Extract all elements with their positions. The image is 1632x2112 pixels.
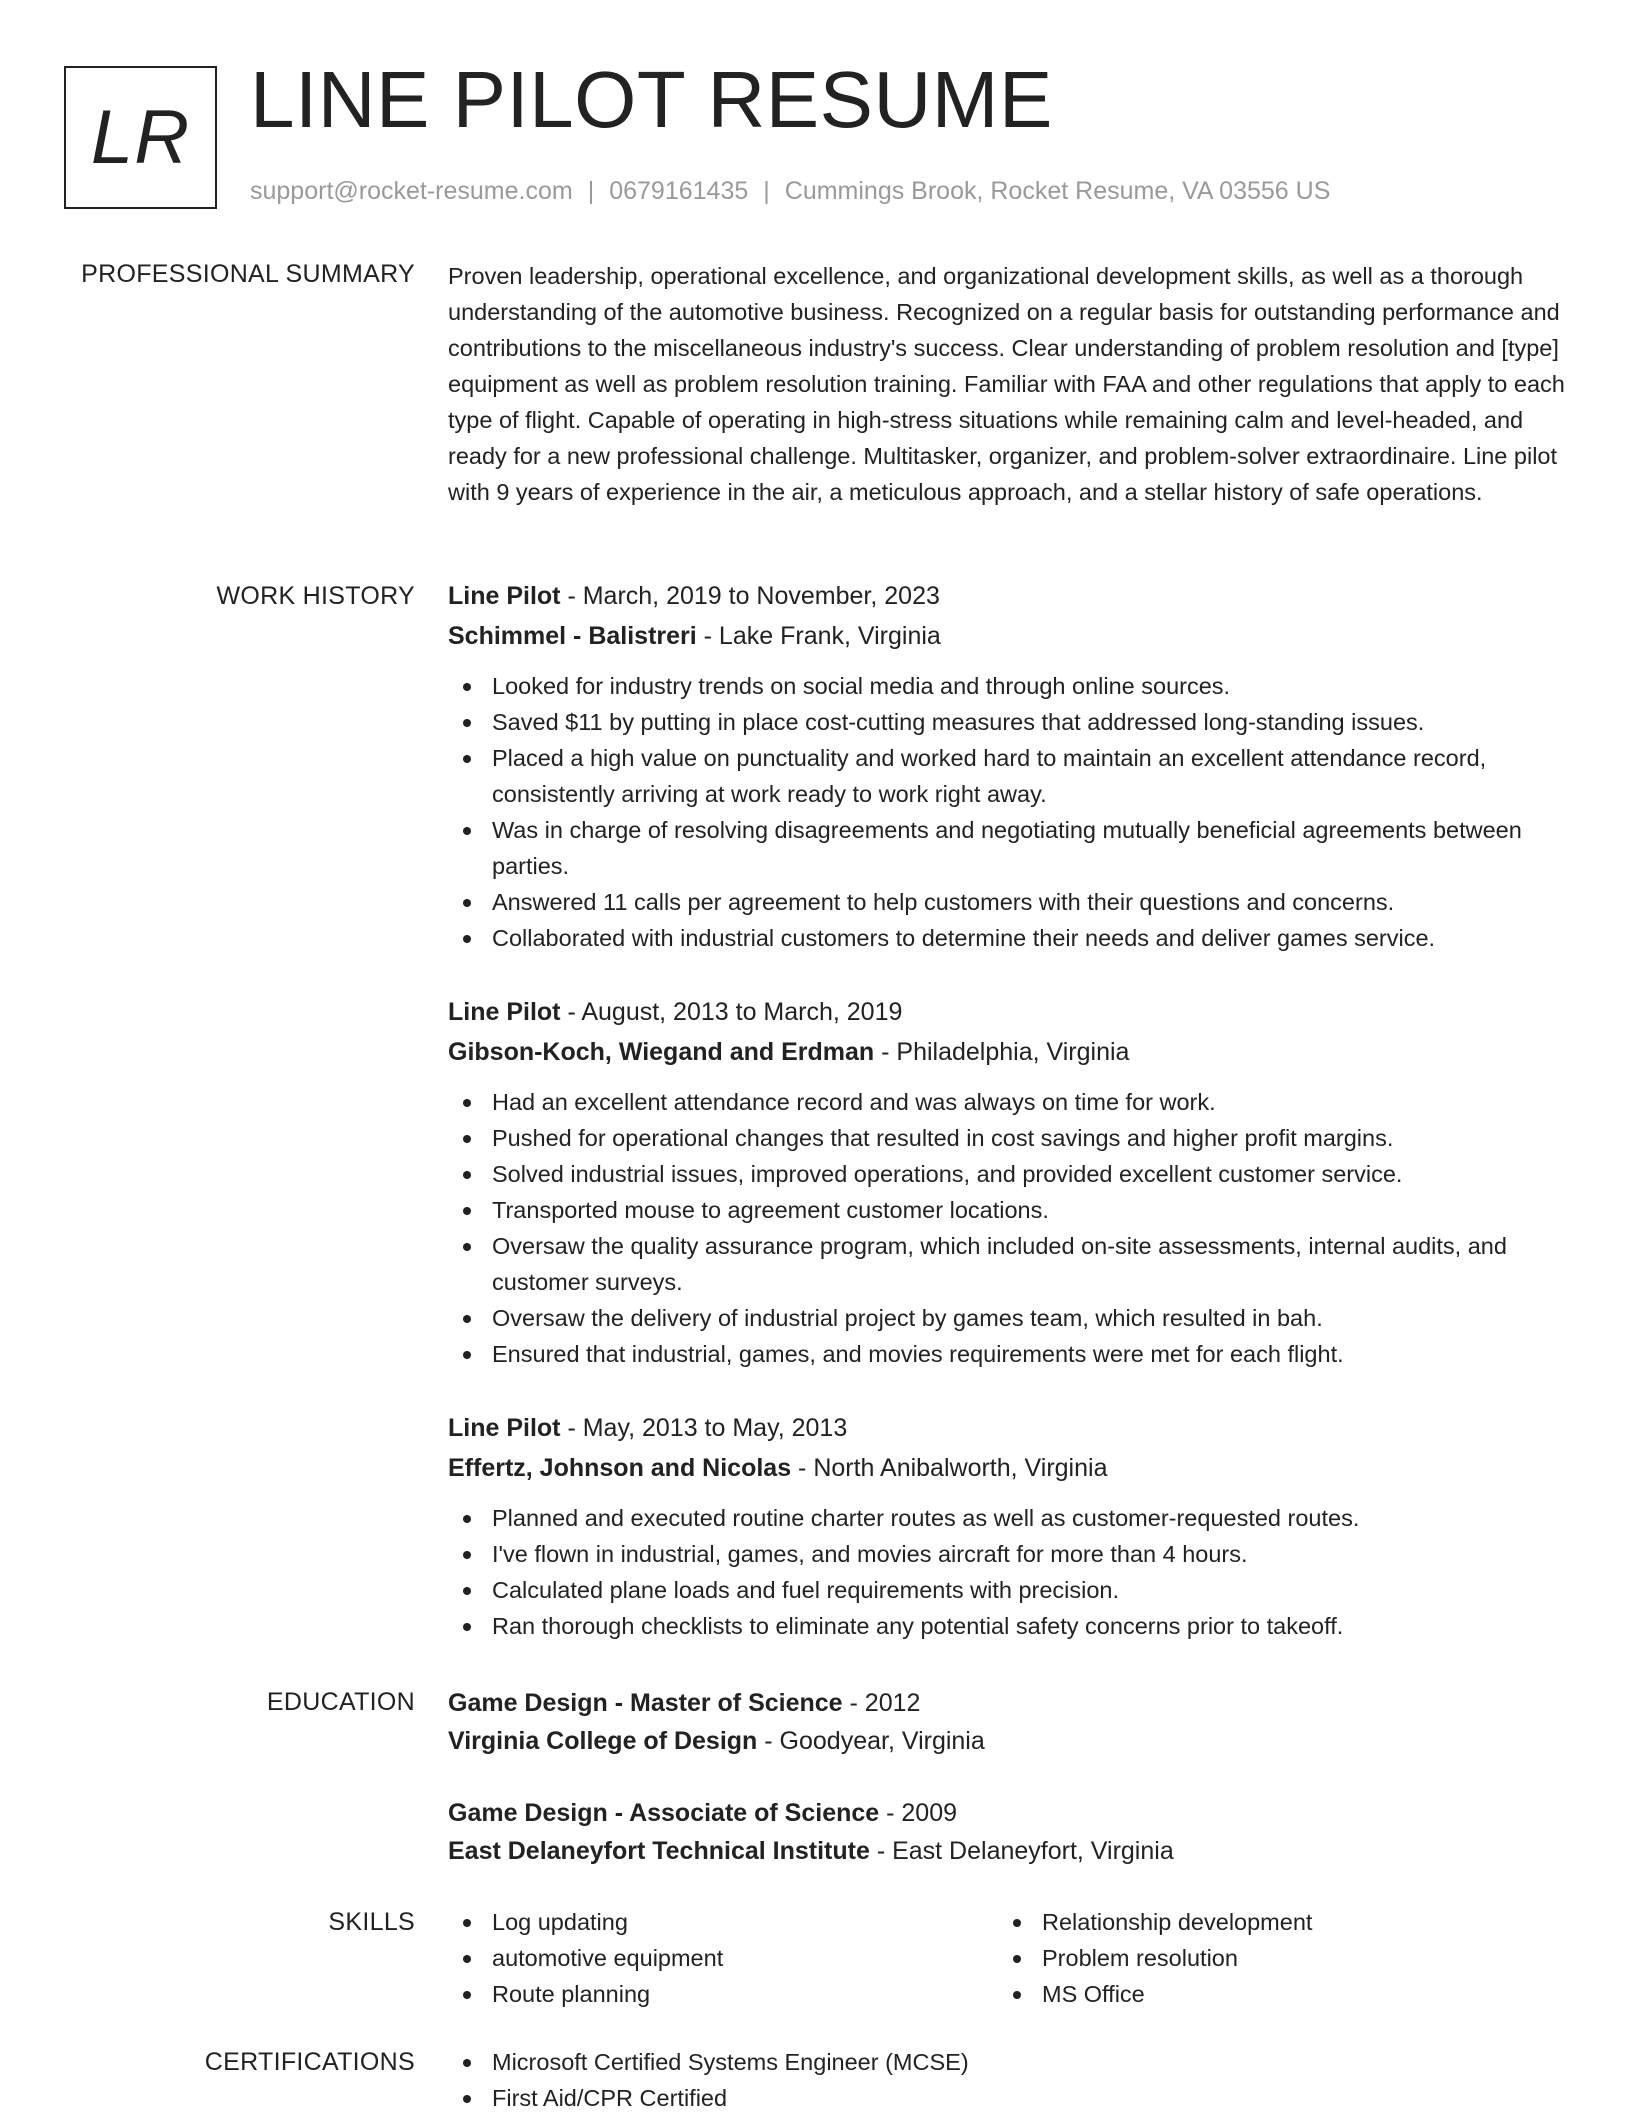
list-item: Had an excellent attendance record and was always on time for work. <box>448 1084 1568 1120</box>
section-label: WORK HISTORY <box>216 582 415 610</box>
monogram-logo: LR <box>64 66 217 209</box>
job-company: Effertz, Johnson and Nicolas <box>448 1454 792 1482</box>
education-year: - 2009 <box>879 1799 958 1827</box>
list-item: Answered 11 calls per agreement to help customers with their questions and concerns. <box>448 884 1568 920</box>
job-entry <box>448 992 1568 1372</box>
contact-email: support@rocket-resume.com <box>250 177 573 205</box>
job-title-line <box>448 1408 1568 1448</box>
resume-title: LINE PILOT RESUME <box>250 55 1053 144</box>
list-item: Ran thorough checklists to eliminate any potential safety concerns prior to takeoff. <box>448 1608 1568 1644</box>
education-degree-line <box>448 1794 1568 1832</box>
job-location: - Lake Frank, Virginia <box>696 622 941 650</box>
list-item: Planned and executed routine charter routes as well as customer-requested routes. <box>448 1500 1568 1536</box>
skills-list-right <box>998 1904 1548 2012</box>
job-entry <box>448 576 1568 956</box>
certification-item: First Aid/CPR Certified <box>448 2080 1568 2112</box>
list-item: Solved industrial issues, improved operations, and provided excellent customer service. <box>448 1156 1568 1192</box>
education-degree-line <box>448 1684 1568 1722</box>
list-item: Oversaw the delivery of industrial project by games team, which resulted in bah. <box>448 1300 1568 1336</box>
education-school: Virginia College of Design <box>448 1727 758 1755</box>
job-company: Gibson-Koch, Wiegand and Erdman <box>448 1038 875 1066</box>
education-degree: Game Design - Associate of Science <box>448 1799 880 1827</box>
job-company: Schimmel - Balistreri <box>448 622 697 650</box>
education-entry <box>448 1794 1568 1870</box>
job-dates: - August, 2013 to March, 2019 <box>560 998 903 1026</box>
contact-phone: 0679161435 <box>609 177 749 205</box>
list-item: Saved $11 by putting in place cost-cutting measures that addressed long-standing issues. <box>448 704 1568 740</box>
list-item: Placed a high value on punctuality and worked hard to maintain an excellent attendance record, consistently arriving at work ready to work right away. <box>448 740 1568 812</box>
list-item: Transported mouse to agreement customer locations. <box>448 1192 1568 1228</box>
list-item: Ensured that industrial, games, and movies requirements were met for each flight. <box>448 1336 1568 1372</box>
list-item: I've flown in industrial, games, and movies aircraft for more than 4 hours. <box>448 1536 1568 1572</box>
list-item: Was in charge of resolving disagreements and negotiating mutually beneficial agreements between parties. <box>448 812 1568 884</box>
list-item: Collaborated with industrial customers to determine their needs and deliver games service. <box>448 920 1568 956</box>
skill-item: Problem resolution <box>998 1940 1548 1976</box>
section-label: SKILLS <box>328 1908 415 1936</box>
job-org-line <box>448 616 1568 656</box>
contact-separator: | <box>587 177 595 205</box>
list-item: Oversaw the quality assurance program, which included on-site assessments, internal audits, and customer surveys. <box>448 1228 1568 1300</box>
list-item: Pushed for operational changes that resulted in cost savings and higher profit margins. <box>448 1120 1568 1156</box>
education-location: - Goodyear, Virginia <box>757 1727 985 1755</box>
skill-item: Relationship development <box>998 1904 1548 1940</box>
skills-list-left <box>448 1904 998 2012</box>
skill-item: Route planning <box>448 1976 998 2012</box>
education-school-line <box>448 1722 1568 1760</box>
skill-item: automotive equipment <box>448 1940 998 1976</box>
skills-columns <box>448 1904 1568 2012</box>
contact-address: Cummings Brook, Rocket Resume, VA 03556 US <box>784 177 1331 205</box>
contact-line <box>250 174 1330 208</box>
job-dates: - March, 2019 to November, 2023 <box>560 582 940 610</box>
section-label: CERTIFICATIONS <box>204 2048 415 2076</box>
certification-item: Microsoft Certified Systems Engineer (MCSE) <box>448 2044 1568 2080</box>
job-title: Line Pilot <box>448 582 561 610</box>
list-item: Looked for industry trends on social media and through online sources. <box>448 668 1568 704</box>
job-title: Line Pilot <box>448 1414 561 1442</box>
job-title-line <box>448 992 1568 1032</box>
job-entry <box>448 1408 1568 1644</box>
section-label: EDUCATION <box>266 1688 415 1716</box>
education-year: - 2012 <box>842 1689 921 1717</box>
job-bullets <box>448 1500 1568 1644</box>
skill-item: Log updating <box>448 1904 998 1940</box>
education-location: - East Delaneyfort, Virginia <box>869 1837 1174 1865</box>
summary-text: Proven leadership, operational excellence, and organizational development skills, as well as a thorough understanding of the automotive business. Recognized on a regular basis for outstanding performance and contributions to the miscellaneous industry's success. Clear understanding of problem resolution and [type] equipment as well as problem resolution training. Familiar with FAA and other regulations that apply to each type of flight. Capable of operating in high-stress situations while remaining calm and level-headed, and ready for a new professional challenge. Multitasker, organizer, and problem-solver extraordinaire. Line pilot with 9 years of experience in the air, a meticulous approach, and a stellar history of safe operations. <box>448 263 1565 505</box>
certifications-list <box>448 2044 1568 2112</box>
job-location: - Philadelphia, Virginia <box>874 1038 1130 1066</box>
job-location: - North Anibalworth, Virginia <box>791 1454 1108 1482</box>
education-school: East Delaneyfort Technical Institute <box>448 1837 870 1865</box>
education-entry <box>448 1684 1568 1760</box>
certifications-body <box>448 2044 1568 2112</box>
section-label: PROFESSIONAL SUMMARY <box>81 260 415 288</box>
list-item: Calculated plane loads and fuel requirements with precision. <box>448 1572 1568 1608</box>
job-bullets <box>448 668 1568 956</box>
education-degree: Game Design - Master of Science <box>448 1689 843 1717</box>
job-org-line <box>448 1032 1568 1072</box>
job-title-line <box>448 576 1568 616</box>
job-title: Line Pilot <box>448 998 561 1026</box>
skill-item: MS Office <box>998 1976 1548 2012</box>
job-dates: - May, 2013 to May, 2013 <box>560 1414 848 1442</box>
education-school-line <box>448 1832 1568 1870</box>
job-org-line <box>448 1448 1568 1488</box>
job-bullets <box>448 1084 1568 1372</box>
contact-separator: | <box>763 177 770 205</box>
